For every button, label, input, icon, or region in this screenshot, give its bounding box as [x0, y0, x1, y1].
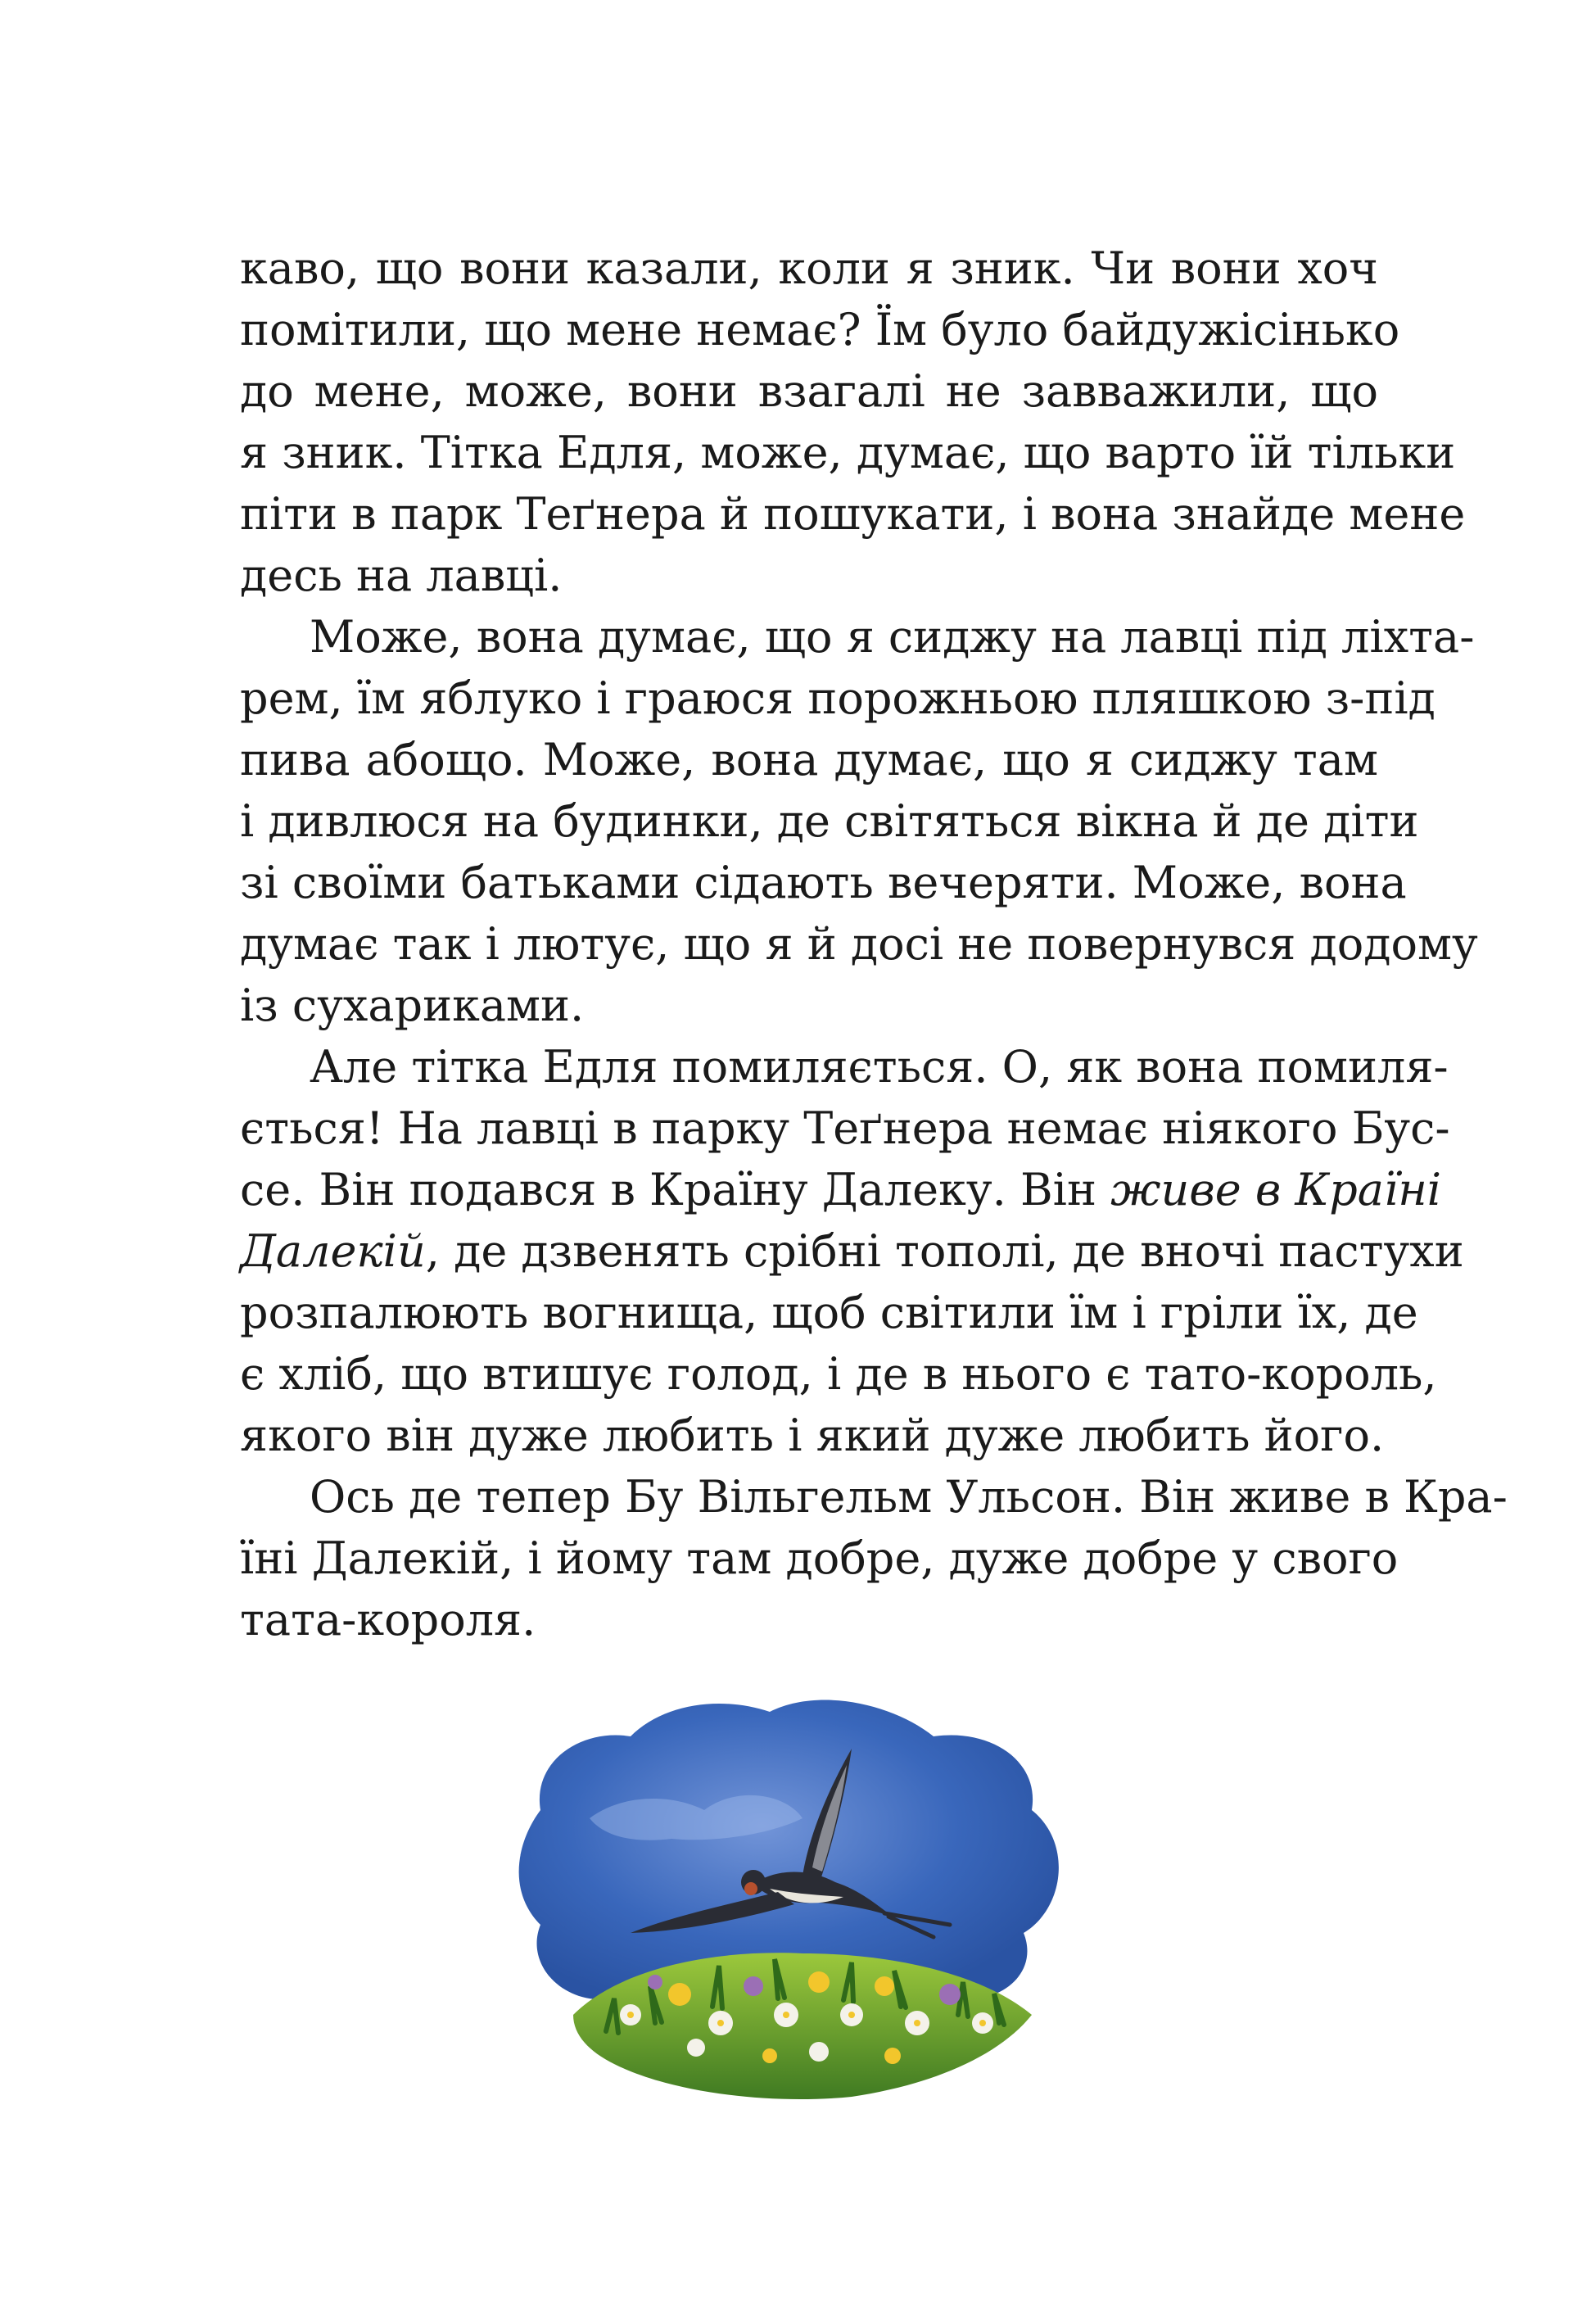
page-text — [240, 238, 1508, 1650]
text-segment: се. Він подався в Країну Далеку. Він — [240, 1164, 1111, 1215]
italic-text: живе в Країні — [1110, 1164, 1442, 1215]
text-line: думає так і лютує, що я й досі не повернувся додому — [240, 918, 1478, 970]
text-line: пива абощо. Може, вона думає, що я сиджу там — [240, 734, 1378, 785]
text-line: Але тітка Едля помиляється. О, як вона помиля- — [310, 1041, 1449, 1093]
text-line: зі своїми батьками сідають вечеряти. Може, вона — [240, 857, 1407, 908]
text-line: тата-короля. — [240, 1594, 536, 1645]
text-line: рем, їм яблуко і граюся порожньою пляшкою з-під — [240, 672, 1435, 724]
text-line: десь на лавці. — [240, 550, 563, 601]
text-line: є хліб, що втишує голод, і де в нього є тато-король, — [240, 1348, 1437, 1400]
text-line: ється! На лавці в парку Теґнера немає ніякого Бус- — [240, 1102, 1450, 1154]
text-line — [240, 1159, 1442, 1220]
text-line: Може, вона думає, що я сиджу на лавці під ліхта- — [310, 611, 1475, 663]
italic-text: Далекій — [240, 1225, 426, 1277]
text-line: Ось де тепер Бу Вільгельм Ульсон. Він живе в Кра- — [310, 1471, 1508, 1523]
text-line: каво, що вони казали, коли я зник. Чи вони хоч — [240, 242, 1378, 294]
text-line: я зник. Тітка Едля, може, думає, що варто їй тільки — [240, 427, 1456, 478]
text-line: їні Далекій, і йому там добре, дуже добре у свого — [240, 1532, 1399, 1584]
text-line: із сухариками. — [240, 980, 585, 1031]
text-line: якого він дуже любить і який дуже любить його. — [240, 1410, 1385, 1461]
text-line: розпалюють вогнища, щоб світили їм і гріли їх, де — [240, 1287, 1418, 1338]
swallow-illustration — [508, 1671, 1097, 2162]
text-line — [240, 1220, 1464, 1282]
text-line: піти в парк Теґнера й пошукати, і вона знайде мене — [240, 488, 1466, 540]
swallow-throat — [744, 1882, 757, 1895]
text-segment: , де дзвенять срібні тополі, де вночі пастухи — [425, 1225, 1464, 1277]
text-line: до мене, може, вони взагалі не завважили, що — [240, 365, 1378, 417]
text-line: помітили, що мене немає? Їм було байдужісінько — [240, 304, 1400, 355]
text-line: і дивлюся на будинки, де світяться вікна й де діти — [240, 795, 1419, 847]
